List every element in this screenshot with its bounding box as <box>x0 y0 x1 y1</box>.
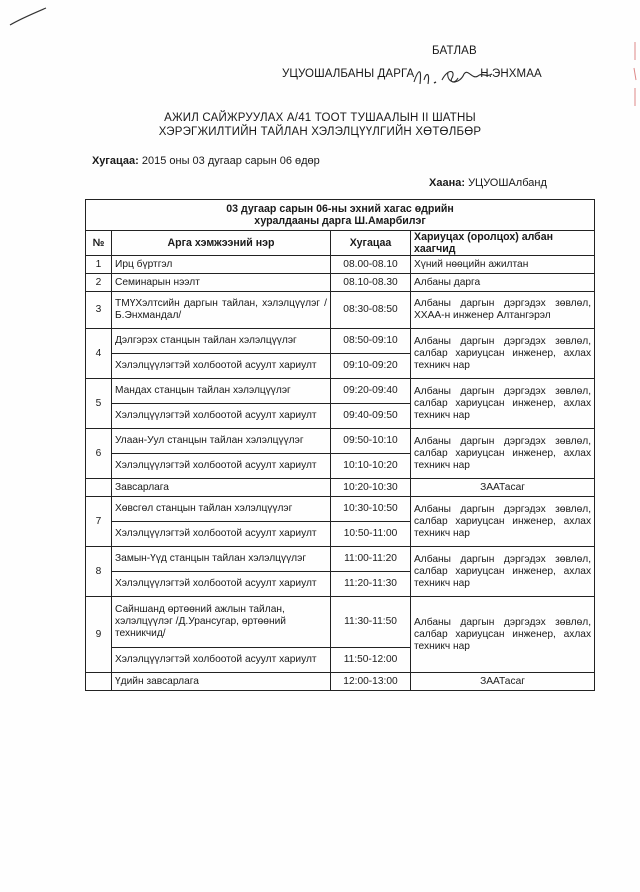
table-row <box>86 547 595 572</box>
director-title: УЦУОШАЛБАНЫ ДАРГА <box>282 68 415 80</box>
row-responsible: Албаны даргын дэргэдэх зөвлөл, салбар хариуцсан инженер, ахлах техникч нар <box>411 497 595 547</box>
row-time: 11:50-12:00 <box>331 648 411 673</box>
table-row <box>86 292 595 329</box>
table-row <box>86 256 595 274</box>
place-label: Хаана: <box>429 177 465 189</box>
scan-pen-mark <box>8 6 48 28</box>
row-topic: Хэлэлцүүлэгтэй холбоотой асуулт хариулт <box>112 572 331 597</box>
row-num: 8 <box>86 547 112 597</box>
table-row <box>86 673 595 691</box>
date-label: Хугацаа: <box>92 155 139 167</box>
row-time: 11:20-11:30 <box>331 572 411 597</box>
document-title-line-1: АЖИЛ САЙЖРУУЛАХ А/41 ТООТ ТУШААЛЫН II ШАТНЫ <box>164 112 476 124</box>
director-name: Н.ЭНХМАА <box>480 68 542 80</box>
row-topic: ТМҮХэлтсийн даргын тайлан, хэлэлцүүлэг /Б.Энхмандал/ <box>112 292 331 329</box>
row-num: 5 <box>86 379 112 429</box>
row-topic: Үдийн завсарлага <box>112 673 331 691</box>
row-topic: Улаан-Уул станцын тайлан хэлэлцүүлэг <box>112 429 331 454</box>
date-value: 2015 оны 03 дугаар сарын 06 өдөр <box>141 155 320 167</box>
row-time: 10:20-10:30 <box>331 479 411 497</box>
session-chair-cell <box>86 200 595 231</box>
col-header-responsible: Хариуцах (оролцох) албан хаагчид <box>411 231 595 256</box>
row-topic: Дэлгэрэх станцын тайлан хэлэлцүүлэг <box>112 329 331 354</box>
row-time: 09:50-10:10 <box>331 429 411 454</box>
table-row <box>86 429 595 454</box>
row-num: 1 <box>86 256 112 274</box>
col-header-num: № <box>86 231 112 256</box>
schedule-table <box>85 199 595 691</box>
stamp-edge-mark <box>632 40 638 110</box>
row-time: 08:50-09:10 <box>331 329 411 354</box>
row-time: 11:00-11:20 <box>331 547 411 572</box>
row-num <box>86 673 112 691</box>
row-topic: Хэлэлцүүлэгтэй холбоотой асуулт хариулт <box>112 354 331 379</box>
row-time: 09:20-09:40 <box>331 379 411 404</box>
row-responsible: Албаны даргын дэргэдэх зөвлөл, салбар хариуцсан инженер, ахлах техникч нар <box>411 429 595 479</box>
row-num: 9 <box>86 597 112 673</box>
row-num: 6 <box>86 429 112 479</box>
row-time: 09:10-09:20 <box>331 354 411 379</box>
row-time: 08:30-08:50 <box>331 292 411 329</box>
row-topic: Хөвсгөл станцын тайлан хэлэлцүүлэг <box>112 497 331 522</box>
handwritten-signature <box>408 58 504 92</box>
row-num: 4 <box>86 329 112 379</box>
table-row <box>86 597 595 648</box>
row-responsible: ЗААТасаг <box>411 673 595 691</box>
row-num <box>86 479 112 497</box>
row-time: 10:10-10:20 <box>331 454 411 479</box>
place-value: УЦУОШАлбанд <box>468 177 547 189</box>
row-time: 12:00-13:00 <box>331 673 411 691</box>
row-time: 10:30-10:50 <box>331 497 411 522</box>
session-line-1: 03 дугаар сарын 06-ны эхний хагас өдрийн <box>226 203 454 215</box>
row-topic: Завсарлага <box>112 479 331 497</box>
row-topic: Хэлэлцүүлэгтэй холбоотой асуулт хариулт <box>112 454 331 479</box>
row-topic: Сайншанд өртөөний ажлын тайлан, хэлэлцүүлэг /Д.Урансугар, өртөөний техникчид/ <box>112 597 331 648</box>
table-row <box>86 497 595 522</box>
row-num: 2 <box>86 274 112 292</box>
row-time: 08.00-08.10 <box>331 256 411 274</box>
table-row <box>86 379 595 404</box>
row-responsible: Албаны даргын дэргэдэх зөвлөл, салбар хариуцсан инженер, ахлах техникч нар <box>411 597 595 673</box>
row-topic: Мандах станцын тайлан хэлэлцүүлэг <box>112 379 331 404</box>
row-topic: Хэлэлцүүлэгтэй холбоотой асуулт хариулт <box>112 648 331 673</box>
row-topic: Хэлэлцүүлэгтэй холбоотой асуулт хариулт <box>112 404 331 429</box>
date-line <box>92 155 320 167</box>
col-header-time: Хугацаа <box>331 231 411 256</box>
row-responsible: Албаны даргын дэргэдэх зөвлөл, салбар хариуцсан инженер, ахлах техникч нар <box>411 379 595 429</box>
row-topic: Хэлэлцүүлэгтэй холбоотой асуулт хариулт <box>112 522 331 547</box>
place-line <box>429 177 547 189</box>
row-topic: Семинарын нээлт <box>112 274 331 292</box>
row-responsible: Албаны даргын дэргэдэх зөвлөл, салбар хариуцсан инженер, ахлах техникч нар <box>411 329 595 379</box>
table-row <box>86 329 595 354</box>
row-responsible: ЗААТасаг <box>411 479 595 497</box>
row-time: 10:50-11:00 <box>331 522 411 547</box>
table-row <box>86 479 595 497</box>
row-responsible: Албаны даргын дэргэдэх зөвлөл, салбар хариуцсан инженер, ахлах техникч нар <box>411 547 595 597</box>
col-header-activity: Арга хэмжээний нэр <box>112 231 331 256</box>
row-time: 08.10-08.30 <box>331 274 411 292</box>
row-topic: Замын-Үүд станцын тайлан хэлэлцүүлэг <box>112 547 331 572</box>
row-responsible: Хүний нөөцийн ажилтан <box>411 256 595 274</box>
row-time: 11:30-11:50 <box>331 597 411 648</box>
table-row <box>86 274 595 292</box>
row-topic: Ирц бүртгэл <box>112 256 331 274</box>
row-time: 09:40-09:50 <box>331 404 411 429</box>
row-num: 3 <box>86 292 112 329</box>
session-line-2: хуралдааны дарга Ш.Амарбилэг <box>254 215 426 227</box>
row-responsible: Албаны даргын дэргэдэх зөвлөл, ХХАА-н инженер Алтангэрэл <box>411 292 595 329</box>
document-title-line-2: ХЭРЭГЖИЛТИЙН ТАЙЛАН ХЭЛЭЛЦҮҮЛГИЙН ХӨТӨЛБӨР <box>158 126 482 138</box>
row-responsible: Албаны дарга <box>411 274 595 292</box>
approve-label: БАТЛАВ <box>432 45 477 57</box>
row-num: 7 <box>86 497 112 547</box>
